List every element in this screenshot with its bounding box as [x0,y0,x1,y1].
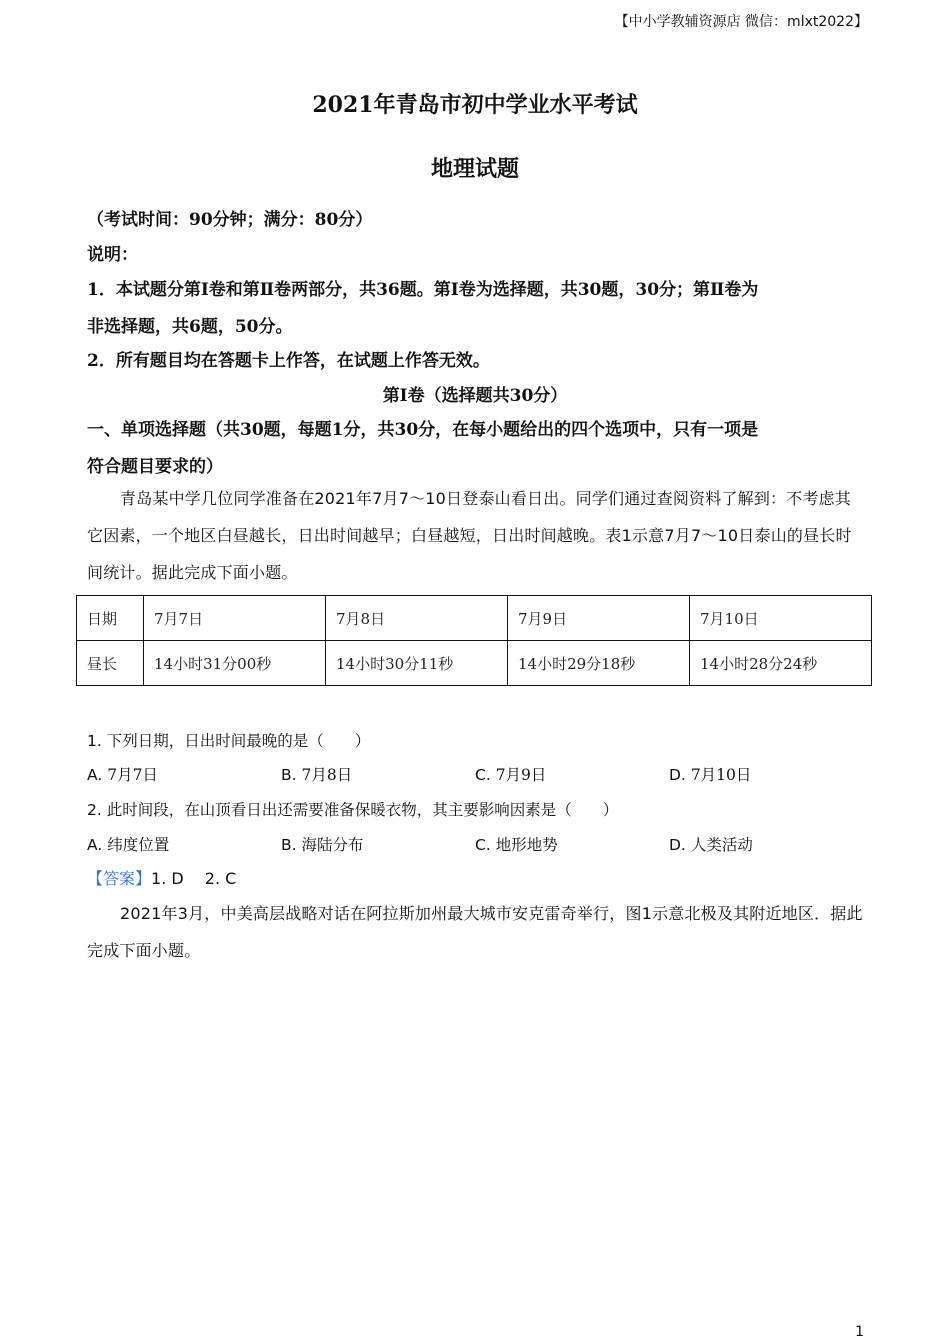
option-letter: A. [87,836,103,854]
q2-option-c [475,833,558,855]
table-cell: 7月8日 [326,596,508,641]
option-letter: A. [87,766,103,784]
table-cell: 昼长 [77,641,144,686]
option-text: 人类活动 [690,836,753,854]
question-1 [87,729,370,751]
table-cell: 7月10日 [690,596,872,641]
q2-option-d [669,833,753,855]
option-letter: C. [475,836,491,854]
table-cell: 7月7日 [144,596,326,641]
table-row [77,596,872,641]
table-cell: 7月9日 [508,596,690,641]
table-cell: 日期 [77,596,144,641]
question-number: 2. [87,801,102,819]
option-text: 7月10日 [690,766,752,784]
table-cell: 14小时29分18秒 [508,641,690,686]
option-text: 纬度位置 [107,836,170,854]
option-text: 7月7日 [107,766,158,784]
question-text: 此时间段，在山顶看日出还需要准备保暖衣物，其主要影响因素是（ ） [106,801,619,819]
q1-option-c [475,763,546,785]
exam-info: （考试时间：90分钟；满分：80分） [87,210,373,230]
option-text: 海陆分布 [301,836,364,854]
q1-option-b [281,763,352,785]
q1-option-d [669,763,751,785]
table-cell: 14小时30分11秒 [326,641,508,686]
part-heading: 第Ⅰ卷（选择题共30分） [382,386,568,406]
question-2 [87,798,618,820]
note-1-line-2: 非选择题，共6题，50分。 [87,317,293,337]
answer-line [87,866,236,889]
question-text: 下列日期，日出时间最晚的是（ ） [106,732,371,750]
option-letter: B. [281,836,297,854]
table-cell: 14小时28分24秒 [690,641,872,686]
option-text: 地形地势 [495,836,558,854]
note-2: 2．所有题目均在答题卡上作答，在试题上作答无效。 [87,351,490,371]
q2-option-b [281,833,364,855]
option-letter: B. [281,766,297,784]
q2-option-a [87,833,169,855]
option-letter: D. [669,836,686,854]
option-text: 7月9日 [495,766,547,784]
intro-paragraph: 青岛某中学几位同学准备在2021年7月7～10日登泰山看日出。同学们通过查阅资料了解到：不考虑其它因素，一个地区白昼越长，日出时间越早；白昼越短，日出时间越晚。表1示意7月7～10日泰山的昼长时间统计。据此完成下面小题。 [87,489,852,582]
table-row [77,641,872,686]
page-number: 1 [855,1324,864,1340]
day-length-table [76,595,872,686]
question-number: 1. [87,732,102,750]
notes-heading: 说明： [87,245,138,265]
answer-tag: 【答案】 [87,869,152,888]
option-letter: C. [475,766,491,784]
note-1-line-1: 1．本试题分第Ⅰ卷和第Ⅱ卷两部分，共36题。第Ⅰ卷为选择题，共30题，30分；第Ⅱ卷为 [87,280,759,300]
answer-text: 1. D 2. C [151,869,237,888]
page-subtitle: 地理试题 [430,156,519,182]
option-text: 7月8日 [301,766,353,784]
option-letter: D. [669,766,686,784]
second-paragraph: 2021年3月，中美高层战略对话在阿拉斯加州最大城市安克雷奇举行，图1示意北极及其附近地区．据此完成下面小题。 [87,904,863,960]
header-note: 【中小学教辅资源店 微信：mlxt2022】 [614,14,868,30]
section-heading-line-1: 一、单项选择题（共30题，每题1分，共30分，在每小题给出的四个选项中，只有一项是 [87,420,759,440]
section-heading-line-2: 符合题目要求的） [87,457,223,477]
page-title: 2021年青岛市初中学业水平考试 [312,92,638,118]
table-cell: 14小时31分00秒 [144,641,326,686]
q1-option-a [87,763,158,785]
